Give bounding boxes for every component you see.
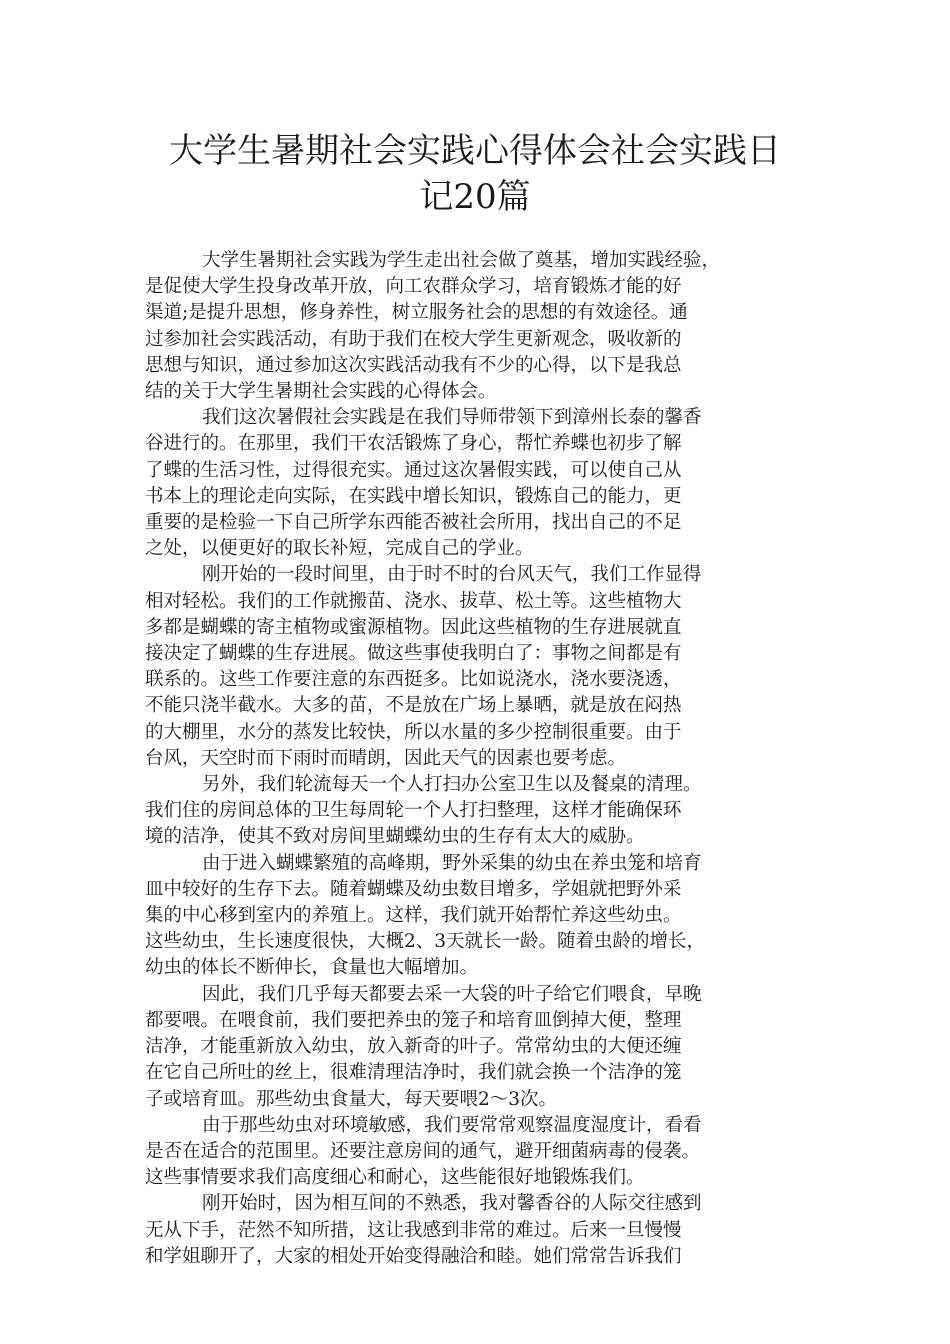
paragraph-line: 集的中心移到室内的养殖上。这样，我们就开始帮忙养这些幼虫。 xyxy=(145,905,682,927)
paragraph-line: 的大棚里，水分的蒸发比较快，所以水量的多少控制很重要。由于 xyxy=(145,721,682,743)
paragraph-line: 过参加社会实践活动，有助于我们在校大学生更新观念，吸收新的 xyxy=(145,328,682,350)
paragraph-line: 这些事情要求我们高度细心和耐心，这些能很好地锻炼我们。 xyxy=(145,1167,645,1189)
paragraph-line: 皿中较好的生存下去。随着蝴蝶及幼虫数目增多，学姐就把野外采 xyxy=(145,878,682,900)
paragraph-line: 洁净，才能重新放入幼虫，放入新奇的叶子。常常幼虫的大便还缠 xyxy=(145,1036,682,1058)
title-line-1: 大学生暑期社会实践心得体会社会实践日 xyxy=(169,131,781,171)
paragraph-line: 另外，我们轮流每天一个人打扫办公室卫生以及餐桌的清理。 xyxy=(202,774,702,796)
paragraph-line: 了蝶的生活习性，过得很充实。通过这次暑假实践，可以使自己从 xyxy=(145,459,682,481)
paragraph-line: 思想与知识，通过参加这次实践活动我有不少的心得，以下是我总 xyxy=(145,354,682,376)
paragraph-line: 由于进入蝴蝶繁殖的高峰期，野外采集的幼虫在养虫笼和培育 xyxy=(202,852,702,874)
paragraph-line: 是促使大学生投身改革开放，向工农群众学习，培育锻炼才能的好 xyxy=(145,276,682,298)
paragraph-line: 是否在适合的范围里。还要注意房间的通气，避开细菌病毒的侵袭。 xyxy=(145,1140,701,1162)
paragraph-line: 联系的。这些工作要注意的东西挺多。比如说浇水，浇水要浇透， xyxy=(145,669,682,691)
paragraph-line: 刚开始的一段时间里，由于时不时的台风天气，我们工作显得 xyxy=(202,564,702,586)
document-body xyxy=(145,248,810,1270)
paragraph-line: 不能只浇半截水。大多的苗，不是放在广场上暴晒，就是放在闷热 xyxy=(145,695,682,717)
title-line-2: 记20篇 xyxy=(419,177,531,217)
paragraph-line: 渠道;是提升思想，修身养性，树立服务社会的思想的有效途径。通 xyxy=(145,302,688,324)
paragraph-line: 我们这次暑假社会实践是在我们导师带领下到漳州长泰的馨香 xyxy=(202,407,702,429)
paragraph-line: 这些幼虫，生长速度很快，大概2、3天就长一龄。随着虫龄的增长， xyxy=(145,931,706,953)
paragraph-1 xyxy=(145,248,810,405)
paragraph-line: 重要的是检验一下自己所学东西能否被社会所用，找出自己的不足 xyxy=(145,512,682,534)
paragraph-8 xyxy=(145,1191,810,1270)
paragraph-2 xyxy=(145,405,810,562)
paragraph-line: 大学生暑期社会实践为学生走出社会做了奠基，增加实践经验， xyxy=(202,250,721,271)
paragraph-line: 因此，我们几乎每天都要去采一大袋的叶子给它们喂食，早晚 xyxy=(202,983,702,1005)
paragraph-line: 谷进行的。在那里，我们干农活锻炼了身心，帮忙养蝶也初步了解 xyxy=(145,433,682,455)
paragraph-line: 刚开始时，因为相互间的不熟悉，我对馨香谷的人际交往感到 xyxy=(202,1193,702,1215)
paragraph-line: 由于那些幼虫对环境敏感，我们要常常观察温度湿度计，看看 xyxy=(202,1114,702,1136)
paragraph-6 xyxy=(145,982,810,1113)
paragraph-5 xyxy=(145,851,810,982)
paragraph-line: 幼虫的体长不断伸长，食量也大幅增加。 xyxy=(145,957,479,979)
paragraph-line: 都要喂。在喂食前，我们要把养虫的笼子和培育皿倒掉大便，整理 xyxy=(145,1009,682,1031)
paragraph-line: 相对轻松。我们的工作就搬苗、浇水、拔草、松土等。这些植物大 xyxy=(145,590,682,612)
paragraph-line: 境的洁净，使其不致对房间里蝴蝶幼虫的生存有太大的威胁。 xyxy=(145,826,645,848)
document-title xyxy=(120,128,830,220)
paragraph-7 xyxy=(145,1113,810,1192)
paragraph-line: 之处，以便更好的取长补短，完成自己的学业。 xyxy=(145,538,534,560)
paragraph-line: 书本上的理论走向实际，在实践中增长知识，锻炼自己的能力，更 xyxy=(145,485,682,507)
paragraph-line: 台风，天空时而下雨时而晴朗，因此天气的因素也要考虑。 xyxy=(145,747,627,769)
paragraph-line: 我们住的房间总体的卫生每周轮一个人打扫整理，这样才能确保环 xyxy=(145,800,682,822)
paragraph-3 xyxy=(145,562,810,772)
paragraph-4 xyxy=(145,772,810,851)
paragraph-line: 结的关于大学生暑期社会实践的心得体会。 xyxy=(145,381,497,403)
paragraph-line: 无从下手，茫然不知所措，这让我感到非常的难过。后来一旦慢慢 xyxy=(145,1219,682,1241)
paragraph-line: 在它自己所吐的丝上，很难清理洁净时，我们就会换一个洁净的笼 xyxy=(145,1062,682,1084)
paragraph-line: 接决定了蝴蝶的生存进展。做这些事使我明白了：事物之间都是有 xyxy=(145,643,682,665)
paragraph-line: 和学姐聊开了，大家的相处开始变得融洽和睦。她们常常告诉我们 xyxy=(145,1245,682,1267)
paragraph-line: 多都是蝴蝶的寄主植物或蜜源植物。因此这些植物的生存进展就直 xyxy=(145,616,682,638)
paragraph-line: 子或培育皿。那些幼虫食量大，每天要喂2～3次。 xyxy=(145,1088,558,1110)
